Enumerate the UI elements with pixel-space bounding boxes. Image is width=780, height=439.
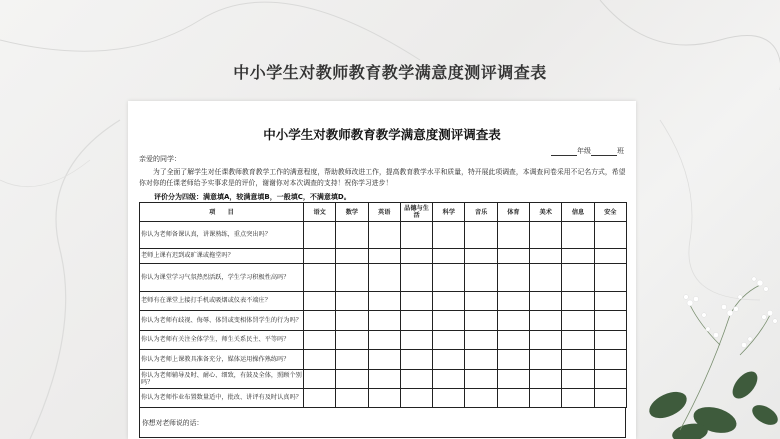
header-subject: 品德与生活: [400, 203, 432, 222]
rating-cell[interactable]: [562, 330, 594, 349]
rating-cell[interactable]: [530, 369, 562, 388]
rating-cell[interactable]: [368, 369, 400, 388]
rating-cell[interactable]: [465, 349, 497, 369]
header-subject: 数学: [336, 203, 368, 222]
rating-cell[interactable]: [530, 330, 562, 349]
rating-cell[interactable]: [465, 222, 497, 249]
document-title: 中小学生对教师教育教学满意度测评调查表: [263, 127, 501, 142]
rating-cell[interactable]: [400, 349, 432, 369]
rating-cell[interactable]: [433, 248, 465, 263]
header-subject: 美术: [530, 203, 562, 222]
rating-cell[interactable]: [530, 310, 562, 330]
rating-cell[interactable]: [530, 388, 562, 407]
rating-cell[interactable]: [562, 263, 594, 291]
rating-cell[interactable]: [562, 388, 594, 407]
rating-cell[interactable]: [594, 222, 626, 249]
rating-cell[interactable]: [465, 248, 497, 263]
rating-cell[interactable]: [562, 369, 594, 388]
rating-cell[interactable]: [368, 263, 400, 291]
rating-cell[interactable]: [433, 369, 465, 388]
table-row: [140, 291, 627, 310]
question-cell: 你认为老师上课教具准备充分，媒体运用操作熟练吗？: [140, 349, 304, 369]
header-subject: 语文: [304, 203, 336, 222]
question-cell: 你认为老师作业布置数量适中，批改、讲评有及时认真吗？: [140, 388, 304, 407]
survey-document: [128, 101, 636, 439]
rating-cell[interactable]: [400, 222, 432, 249]
rating-cell[interactable]: [336, 388, 368, 407]
rating-cell[interactable]: [497, 248, 529, 263]
rating-cell[interactable]: [400, 388, 432, 407]
rating-cell[interactable]: [530, 263, 562, 291]
rating-cell[interactable]: [304, 388, 336, 407]
rating-cell[interactable]: [400, 330, 432, 349]
rating-cell[interactable]: [433, 263, 465, 291]
grade-label: 年级: [577, 147, 591, 155]
header-item: 项 目: [140, 203, 304, 222]
intro-paragraph: 为了全面了解学生对任课教师教育教学工作的满意程度，帮助教师改进工作，提高教育教学水平和质量，特开展此项调查，本调查问卷采用不记名方式，希望你对你的任课老师给予实事求是的评价，谢谢你对本次调查的支持！祝你学习进步！: [139, 168, 626, 187]
rating-cell[interactable]: [562, 349, 594, 369]
rating-cell[interactable]: [433, 291, 465, 310]
rating-cell[interactable]: [336, 349, 368, 369]
rating-cell[interactable]: [562, 310, 594, 330]
rating-cell[interactable]: [400, 291, 432, 310]
rating-cell[interactable]: [433, 222, 465, 249]
question-cell: 老师上课有迟到或旷课或拖堂吗？: [140, 248, 304, 263]
rating-cell[interactable]: [497, 222, 529, 249]
rating-cell[interactable]: [304, 291, 336, 310]
question-cell: 你认为老师备课认真，讲课熟练，重点突出吗？: [140, 222, 304, 249]
question-cell: 老师有在课堂上接打手机或吸烟或仪表不端庄？: [140, 291, 304, 310]
rating-cell[interactable]: [336, 263, 368, 291]
rating-cell[interactable]: [368, 310, 400, 330]
rating-cell[interactable]: [530, 222, 562, 249]
rating-cell[interactable]: [304, 248, 336, 263]
rating-cell[interactable]: [368, 330, 400, 349]
rating-cell[interactable]: [497, 310, 529, 330]
rating-cell[interactable]: [368, 222, 400, 249]
rating-cell[interactable]: [497, 291, 529, 310]
table-row: [140, 310, 627, 330]
table-row: [140, 222, 627, 249]
rating-cell[interactable]: [530, 349, 562, 369]
rating-cell[interactable]: [465, 330, 497, 349]
table-row: [140, 248, 627, 263]
flower-decoration: [620, 255, 780, 439]
header-subject: 体育: [497, 203, 529, 222]
rating-cell[interactable]: [368, 291, 400, 310]
rating-cell[interactable]: [465, 263, 497, 291]
rating-cell[interactable]: [465, 291, 497, 310]
rating-cell[interactable]: [433, 349, 465, 369]
rating-cell[interactable]: [304, 330, 336, 349]
header-subject: 音乐: [465, 203, 497, 222]
rating-cell[interactable]: [304, 369, 336, 388]
table-row: [140, 349, 627, 369]
survey-table: [139, 202, 627, 408]
rating-cell[interactable]: [400, 263, 432, 291]
rating-cell[interactable]: [336, 222, 368, 249]
rating-cell[interactable]: [336, 248, 368, 263]
header-subject: 信息: [562, 203, 594, 222]
question-cell: 你认为老师有关注全体学生，师生关系民主、平等吗？: [140, 330, 304, 349]
rating-cell[interactable]: [497, 369, 529, 388]
rating-cell[interactable]: [368, 349, 400, 369]
table-row: [140, 263, 627, 291]
rating-cell[interactable]: [336, 369, 368, 388]
rating-scale: 评价分为四级：满意填A，较满意填B，一般填C，不满意填D。: [154, 193, 351, 201]
comment-label: 你想对老师说的话：: [142, 419, 204, 427]
rating-cell[interactable]: [400, 310, 432, 330]
rating-cell[interactable]: [530, 248, 562, 263]
rating-cell[interactable]: [433, 310, 465, 330]
rating-cell[interactable]: [336, 291, 368, 310]
rating-cell[interactable]: [336, 330, 368, 349]
rating-cell[interactable]: [562, 248, 594, 263]
rating-cell[interactable]: [433, 330, 465, 349]
rating-cell[interactable]: [497, 388, 529, 407]
header-subject: 科学: [433, 203, 465, 222]
rating-cell[interactable]: [400, 369, 432, 388]
rating-cell[interactable]: [530, 291, 562, 310]
rating-cell[interactable]: [304, 263, 336, 291]
rating-cell[interactable]: [400, 248, 432, 263]
question-cell: 你认为老师有歧视、侮辱、体罚或变相体罚学生的行为吗？: [140, 310, 304, 330]
rating-cell[interactable]: [368, 248, 400, 263]
grade-class-line: [551, 146, 624, 156]
rating-cell[interactable]: [562, 222, 594, 249]
rating-cell[interactable]: [304, 222, 336, 249]
rating-cell[interactable]: [465, 310, 497, 330]
rating-cell[interactable]: [465, 388, 497, 407]
rating-cell[interactable]: [336, 310, 368, 330]
rating-cell[interactable]: [368, 388, 400, 407]
header-subject: 英语: [368, 203, 400, 222]
rating-cell[interactable]: [304, 349, 336, 369]
greeting: 亲爱的同学：: [139, 155, 181, 163]
question-cell: 你认为老师辅导及时、耐心、细致，有鼓及全体，照顾个别吗？: [140, 369, 304, 388]
class-blank: [591, 148, 617, 156]
rating-cell[interactable]: [562, 291, 594, 310]
header-subject: 安全: [594, 203, 626, 222]
table-row: [140, 369, 627, 388]
rating-cell[interactable]: [304, 310, 336, 330]
question-cell: 你认为课堂学习气氛热烈活跃，学生学习积极性高吗？: [140, 263, 304, 291]
table-row: [140, 388, 627, 407]
rating-cell[interactable]: [433, 388, 465, 407]
table-row: [140, 330, 627, 349]
slide-title: 中小学生对教师教育教学满意度测评调查表: [233, 63, 547, 82]
rating-cell[interactable]: [497, 263, 529, 291]
rating-cell[interactable]: [497, 349, 529, 369]
rating-cell[interactable]: [465, 369, 497, 388]
table-header-row: [140, 203, 627, 222]
class-label: 班: [617, 147, 624, 155]
rating-cell[interactable]: [497, 330, 529, 349]
grade-blank: [551, 148, 577, 156]
comment-box[interactable]: [139, 408, 626, 438]
